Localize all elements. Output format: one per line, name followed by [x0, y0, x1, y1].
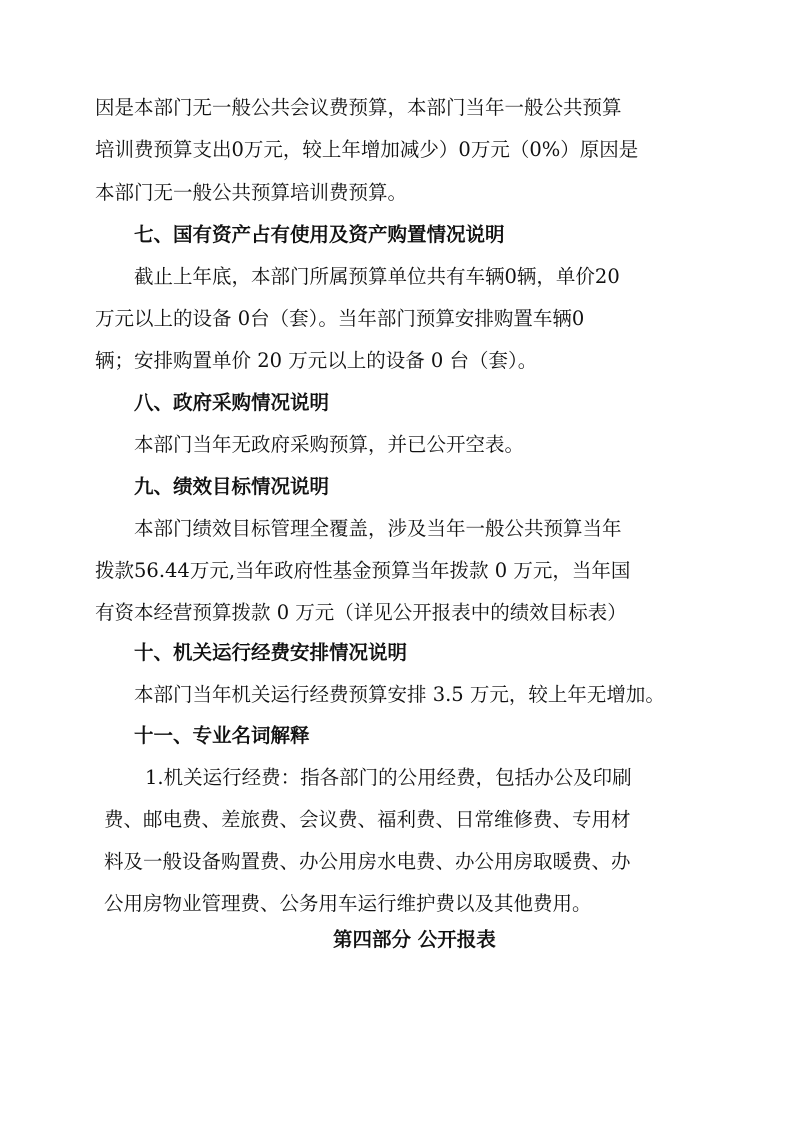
- section9-line-1: 本部门绩效目标管理全覆盖，涉及当年一般公共预算当年: [134, 517, 622, 540]
- part4-title: 第四部分 公开报表: [333, 928, 496, 951]
- section11-line-4: 公用房物业管理费、公务用车运行维护费以及其他费用。: [104, 892, 592, 915]
- section8-heading: 八、政府采购情况说明: [134, 391, 330, 414]
- section9-line-3: 有资本经营预算拨款 0 万元（详见公开报表中的绩效目标表）: [95, 601, 627, 624]
- section6-tail-line-3: 本部门无一般公共预算培训费预算。: [95, 181, 408, 204]
- section10-line-1: 本部门当年机关运行经费预算安排 3.5 万元，较上年无增加。: [134, 683, 665, 706]
- section8-line-1: 本部门当年无政府采购预算，并已公开空表。: [134, 433, 525, 456]
- section7-line-2: 万元以上的设备 0台（套）。当年部门预算安排购置车辆0: [95, 307, 585, 330]
- section6-tail-line-1: 因是本部门无一般公共会议费预算，本部门当年一般公共预算: [95, 96, 622, 119]
- section10-heading: 十、机关运行经费安排情况说明: [134, 641, 408, 664]
- section9-heading: 九、绩效目标情况说明: [134, 475, 330, 498]
- section7-line-1: 截止上年底，本部门所属预算单位共有车辆0辆，单价20: [134, 265, 620, 288]
- section7-heading: 七、国有资产占有使用及资产购置情况说明: [134, 223, 505, 246]
- section6-tail-line-2: 培训费预算支出0万元，较上年增加减少）0万元（0%）原因是: [95, 138, 639, 161]
- section11-line-2: 费、邮电费、差旅费、会议费、福利费、日常维修费、专用材: [104, 808, 631, 831]
- section11-line-3: 料及一般设备购置费、办公用房水电费、办公用房取暖费、办: [104, 850, 631, 873]
- section7-line-3: 辆；安排购置单价 20 万元以上的设备 0 台（套）。: [95, 349, 538, 372]
- section9-line-2: 拨款56.44万元,当年政府性基金预算当年拨款 0 万元，当年国: [95, 559, 631, 582]
- section11-heading: 十一、专业名词解释: [134, 724, 310, 747]
- section11-line-1: 1.机关运行经费：指各部门的公用经费，包括办公及印刷: [145, 766, 632, 789]
